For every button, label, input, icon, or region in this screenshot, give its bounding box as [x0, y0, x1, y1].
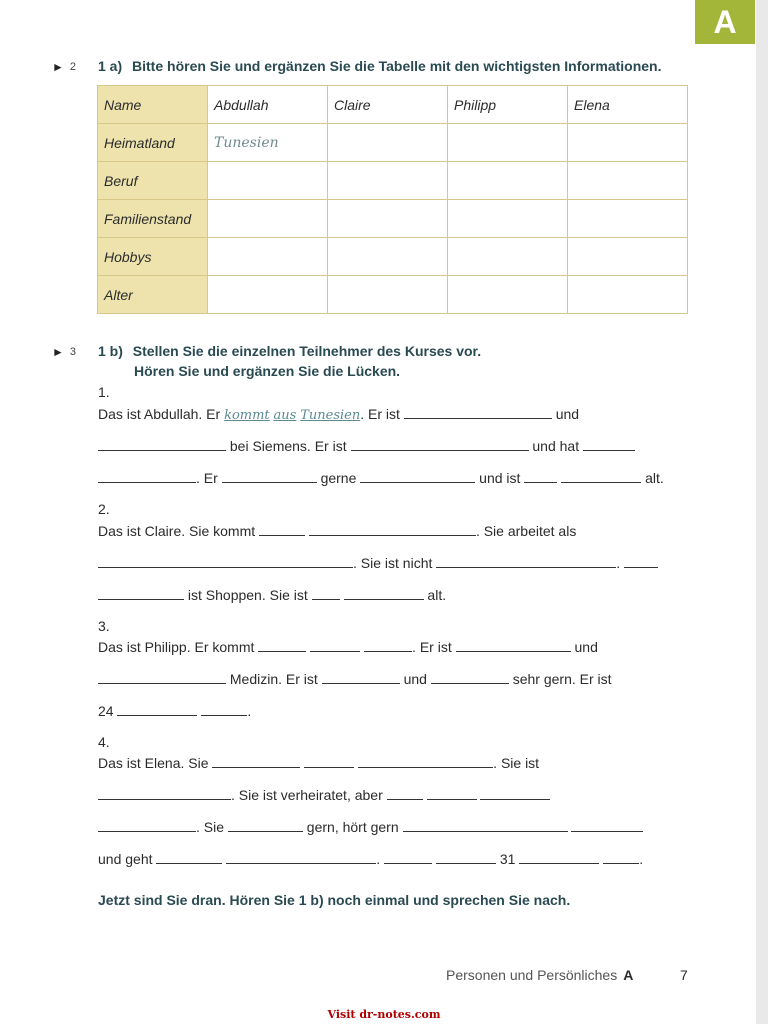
blank[interactable] [436, 554, 616, 568]
table-cell[interactable] [448, 162, 568, 200]
blank[interactable] [310, 638, 360, 652]
table-row [98, 86, 688, 124]
blank[interactable] [384, 850, 432, 864]
text: und [403, 671, 427, 687]
blank[interactable] [156, 850, 222, 864]
task-title: Stellen Sie die einzelnen Teilnehmer des Kurses vor. [132, 343, 482, 359]
table-cell[interactable]: Tunesien [208, 124, 328, 162]
audio-track-marker[interactable] [52, 60, 76, 74]
blank[interactable] [583, 437, 635, 451]
text: bei Siemens. Er ist [229, 438, 347, 454]
play-icon: ► [52, 345, 64, 359]
blank[interactable] [117, 702, 197, 716]
table-cell[interactable] [448, 238, 568, 276]
text: gern, hört gern [306, 819, 399, 835]
handwritten-answer: aus [273, 408, 297, 423]
column-header: Philipp [448, 86, 568, 124]
text: und [555, 406, 580, 422]
gap-line [98, 437, 635, 454]
blank[interactable] [456, 638, 571, 652]
table-cell[interactable] [208, 238, 328, 276]
text: und hat [532, 438, 580, 454]
table-cell[interactable] [328, 200, 448, 238]
blank[interactable] [226, 850, 376, 864]
table-cell[interactable] [448, 124, 568, 162]
task-1b-subheading [134, 363, 400, 379]
table-cell[interactable] [208, 162, 328, 200]
gap-line [98, 586, 446, 603]
gap-line [98, 754, 539, 771]
blank[interactable] [201, 702, 247, 716]
row-label: Heimatland [98, 124, 208, 162]
blank[interactable] [304, 754, 354, 768]
table-cell[interactable] [568, 200, 688, 238]
table-cell[interactable] [568, 124, 688, 162]
table-cell[interactable] [328, 276, 448, 314]
table-row [98, 200, 688, 238]
text: alt. [427, 587, 447, 603]
text: 24 [98, 703, 114, 719]
row-label: Beruf [98, 162, 208, 200]
text: 31 [499, 851, 516, 867]
page-footer [446, 967, 688, 983]
task-number: 1 b) [98, 343, 123, 359]
handwritten-answer: Tunesien [300, 408, 361, 423]
table-row [98, 124, 688, 162]
gap-line [98, 670, 612, 687]
blank[interactable] [322, 670, 400, 684]
paragraph-number: 3. [98, 618, 110, 634]
gap-line [98, 786, 550, 803]
text: . Sie ist nicht [353, 555, 433, 571]
page-number: 7 [680, 967, 688, 983]
chapter-title: Personen und Persönliches [446, 967, 618, 983]
table-cell[interactable] [448, 276, 568, 314]
text: . [639, 851, 644, 867]
task-1a-heading [98, 58, 662, 74]
text: . Er [196, 470, 218, 486]
blank[interactable] [571, 818, 643, 832]
row-label: Familienstand [98, 200, 208, 238]
task-subtitle: Hören Sie und ergänzen Sie die Lücken. [134, 363, 401, 379]
blank[interactable] [228, 818, 303, 832]
blank[interactable] [344, 586, 424, 600]
blank[interactable] [309, 522, 476, 536]
task-1b-heading [98, 343, 481, 359]
blank[interactable] [222, 469, 317, 483]
table-row [98, 238, 688, 276]
row-label: Hobbys [98, 238, 208, 276]
blank[interactable] [404, 405, 552, 419]
info-table [97, 85, 688, 314]
blank[interactable] [364, 638, 412, 652]
text: . Sie ist [493, 755, 540, 771]
text: . [247, 703, 252, 719]
text: Medizin. Er ist [229, 671, 318, 687]
blank[interactable] [519, 850, 599, 864]
text: . [616, 555, 621, 571]
blank[interactable] [259, 522, 305, 536]
paragraph-number: 2. [98, 501, 110, 517]
blank[interactable] [480, 786, 550, 800]
blank[interactable] [98, 818, 196, 832]
handwritten-answer: kommt [224, 408, 270, 423]
play-icon: ► [52, 60, 64, 74]
audio-track-marker[interactable] [52, 345, 76, 359]
text: und ist [479, 470, 521, 486]
paragraph-number: 1. [98, 384, 110, 400]
blank[interactable] [98, 554, 353, 568]
table-row [98, 162, 688, 200]
blank[interactable] [98, 469, 196, 483]
gap-line [98, 405, 579, 423]
track-number: 3 [69, 346, 77, 358]
section-letter: A [713, 3, 737, 40]
text: und geht [98, 851, 153, 867]
table-cell[interactable] [568, 238, 688, 276]
text: alt. [645, 470, 664, 486]
text: . Sie arbeitet als [475, 523, 577, 539]
blank[interactable] [98, 670, 226, 684]
text: Das ist Philipp. Er kommt [98, 639, 255, 655]
column-header: Elena [568, 86, 688, 124]
blank[interactable] [624, 554, 658, 568]
text: . Sie [196, 819, 225, 835]
text: . Sie ist verheiratet, aber [231, 787, 383, 803]
paragraph-number: 4. [98, 734, 110, 750]
page-edge-shadow [756, 0, 768, 1024]
table-cell[interactable] [568, 276, 688, 314]
blank[interactable] [212, 754, 300, 768]
text: Das ist Elena. Sie [98, 755, 209, 771]
blank[interactable] [387, 786, 423, 800]
table-cell[interactable] [568, 162, 688, 200]
section-tab [695, 0, 755, 44]
row-label: Name [98, 86, 208, 124]
task-title: Bitte hören Sie und ergänzen Sie die Tabelle mit den wichtigsten Informationen. [132, 58, 662, 74]
task-number: 1 a) [98, 58, 123, 74]
text: und [574, 639, 598, 655]
text: . [376, 851, 381, 867]
blank[interactable] [312, 586, 340, 600]
closing-instruction: Jetzt sind Sie dran. Hören Sie 1 b) noch einmal und sprechen Sie nach. [98, 892, 571, 908]
table-cell[interactable] [328, 162, 448, 200]
watermark-link[interactable]: Visit dr-notes.com [327, 1008, 441, 1021]
gap-line [98, 469, 664, 486]
gap-line [98, 554, 658, 571]
table-cell[interactable] [448, 200, 568, 238]
column-header: Abdullah [208, 86, 328, 124]
text: . Er ist [412, 639, 452, 655]
track-number: 2 [69, 61, 77, 73]
table-row [98, 276, 688, 314]
gap-line [98, 850, 643, 867]
blank[interactable] [524, 469, 557, 483]
blank[interactable] [98, 786, 231, 800]
gap-line [98, 638, 598, 655]
text: Das ist Claire. Sie kommt [98, 523, 256, 539]
text: gerne [320, 470, 357, 486]
blank[interactable] [351, 437, 529, 451]
blank[interactable] [427, 786, 477, 800]
blank[interactable] [360, 469, 475, 483]
blank[interactable] [98, 586, 184, 600]
row-label: Alter [98, 276, 208, 314]
table-cell[interactable] [208, 200, 328, 238]
chapter-section: A [623, 967, 634, 983]
gap-line [98, 702, 251, 719]
blank[interactable] [436, 850, 496, 864]
text: sehr gern. Er ist [512, 671, 612, 687]
table-cell[interactable] [328, 238, 448, 276]
blank[interactable] [98, 437, 226, 451]
blank[interactable] [358, 754, 493, 768]
column-header: Claire [328, 86, 448, 124]
text: ist Shoppen. Sie ist [187, 587, 308, 603]
table-cell[interactable] [328, 124, 448, 162]
gap-line [98, 818, 643, 835]
text: Das ist Abdullah. Er [98, 406, 225, 422]
text: . Er ist [360, 406, 400, 422]
blank[interactable] [603, 850, 639, 864]
blank[interactable] [561, 469, 641, 483]
blank[interactable] [431, 670, 509, 684]
table-cell[interactable] [208, 276, 328, 314]
blank[interactable] [258, 638, 306, 652]
blank[interactable] [403, 818, 568, 832]
gap-line [98, 522, 576, 539]
